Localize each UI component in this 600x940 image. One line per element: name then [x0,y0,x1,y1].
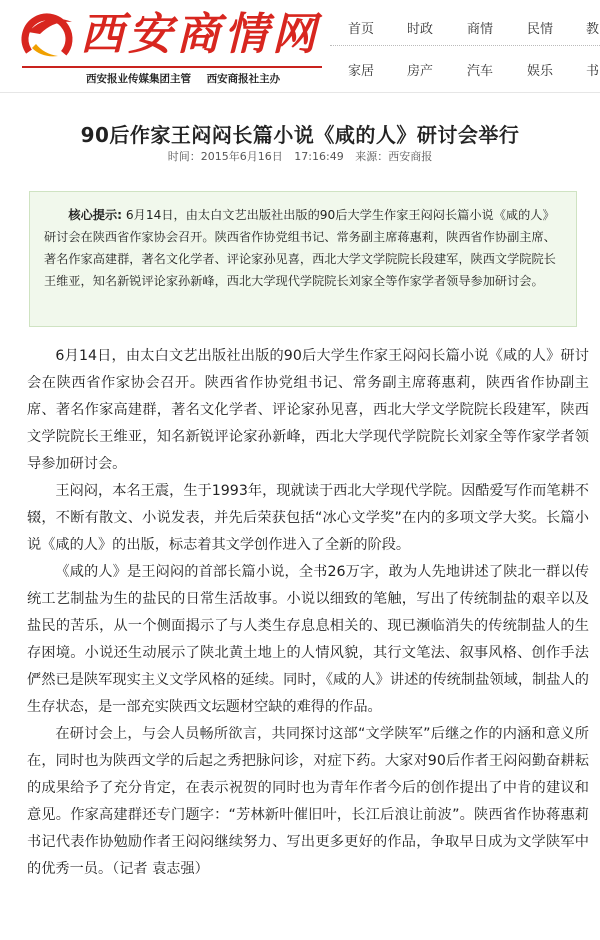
nav-item-business[interactable]: 商情 [467,22,494,37]
paragraph-1: 6月14日，由太白文艺出版社出版的90后大学生作家王闷闷长篇小说《咸的人》研讨会在陕西省作家协会召开。陕西省作协党组书记、常务副主席蒋惠莉，陕西省作协副主席、著名作家高建群，著名文化学者、评论家孙见喜，西北大学文学院院长段建军，陕西文学院院长王维亚，知名新锐评论家孙新峰，西北大学现代学院院长刘家全等作家学者领导参加研讨会。 [27,348,589,472]
paragraph-4: 在研讨会上，与会人员畅所欲言，共同探讨这部“文学陕军”后继之作的内涵和意义所在，同时也为陕西文学的后起之秀把脉问诊，对症下药。大家对90后作者王闷闷勤奋耕耘的成果给予了充分肯定，在表示祝贺的同时也为青年作者今后的创作提出了中肯的建议和意见。作家高建群还专门题字：“芳林新叶催旧叶，长江后浪让前波”。陕西省作协蒋惠莉书记代表作协勉励作者王闷闷继续努力、写出更多更好的作品，争取早日成为文学陕军中的优秀一员。（记者 袁志强） [27,726,589,877]
logo-swirl-icon [18,8,76,66]
nav-item-politics[interactable]: 时政 [407,22,434,37]
nav-item-real-estate[interactable]: 房产 [407,64,434,79]
nav-item-home[interactable]: 首页 [348,22,375,37]
article-source: 来源：西安商报 [355,150,433,163]
publish-date: 时间：2015年6月16日 [167,150,283,163]
summary-text: 6月14日，由太白文艺出版社出版的90后大学生作家王闷闷长篇小说《咸的人》研讨会在陕西省作家协会召开。陕西省作协党组书记、常务副主席蒋惠莉，陕西省作协副主席、著名作家高建群，著名文化学者、评论家孙见喜，西北大学文学院院长段建军，陕西文学院院长王维亚，知名新锐评论家孙新峰，西北大学现代学院院长刘家全等作家学者领导参加研讨会。 [44,208,556,288]
nav-row-2 [330,60,600,84]
nav-item-people[interactable]: 民情 [527,22,554,37]
header-divider [0,92,600,93]
site-header [0,0,600,92]
article-body [27,343,589,883]
nav-item-books[interactable]: 书 [586,64,600,79]
logo-underline [22,66,322,68]
nav-row-1 [330,18,600,42]
nav-divider [330,45,600,46]
paragraph-3: 《咸的人》是王闷闷的首部长篇小说，全书26万字，敢为人先地讲述了陕北一群以传统工艺制盐为生的盐民的日常生活故事。小说以细致的笔触，写出了传统制盐的艰辛以及盐民的苦乐，从一个侧面揭示了与人类生存息息相关的、现已濒临消失的传统制盐人的生存困境。小说还生动展示了陕北黄土地上的人情风貌，其行文笔法、叙事风格、创作手法俨然已是陕军现实主义文学风格的延续。同时，《咸的人》讲述的传统制盐领域，制盐人的生存状态，是一部充实陕西文坛题材空缺的难得的作品。 [27,564,589,715]
article-title: 90后作家王闷闷长篇小说《咸的人》研讨会举行 [80,123,520,148]
site-logo[interactable]: 西安商情网 [80,10,320,60]
article-meta [0,148,600,164]
paragraph-2: 王闷闷，本名王震，生于1993年，现就读于西北大学现代学院。因酷爱写作而笔耕不辍，不断有散文、小说发表，并先后荣获包括“冰心文学奖”在内的多项文学大奖。长篇小说《咸的人》的出版，标志着其文学创作进入了全新的阶段。 [27,483,589,553]
supervisor-text: 西安报业传媒集团主管 [86,73,191,85]
summary-label: 核心提示: [68,208,123,222]
nav-item-auto[interactable]: 汽车 [467,64,494,79]
nav-item-entertainment[interactable]: 娱乐 [527,64,554,79]
nav-item-home-decor[interactable]: 家居 [348,64,375,79]
organizer-text: 西安商报社主办 [206,73,281,85]
nav-item-education[interactable]: 教 [586,22,600,37]
summary-box [29,191,577,327]
publish-time: 17:16:49 [294,150,344,163]
logo-subtitle [86,71,292,86]
